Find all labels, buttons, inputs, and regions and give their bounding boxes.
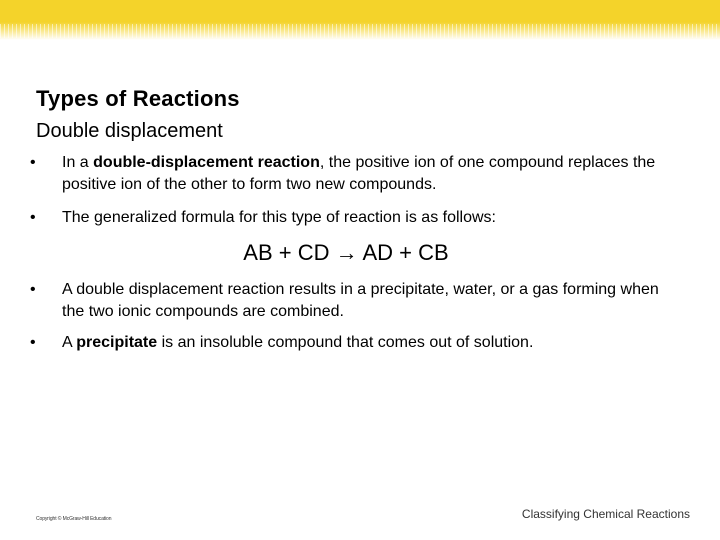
reaction-equation [0, 240, 720, 266]
bullet-text-part: A double displacement reaction results in a precipitate, water, or a gas forming when the two ionic compounds are combined. [62, 281, 659, 320]
slide-subtitle: Double displacement [36, 120, 223, 142]
bullet-term-bold: precipitate [76, 334, 158, 351]
bullet-text [62, 152, 662, 196]
bullet-text-part: is an insoluble compound that comes out of solution. [157, 334, 534, 351]
slide-title: Types of Reactions [36, 86, 240, 111]
bullet-text [62, 207, 662, 229]
bullet-text-part: In a [62, 154, 94, 171]
header-band [0, 0, 720, 40]
bullet-text-part: , the positive ion of one compound replaces the positive ion of the other to form two new compounds. [62, 154, 656, 193]
bullet-term-bold: double-displacement reaction [93, 154, 320, 171]
equation-text: AB + CD → AD + CB [243, 240, 449, 265]
bullet-text [62, 279, 662, 323]
bullet-marker: • [30, 334, 36, 351]
bullet-text-part: The generalized formula for this type of reaction is as follows: [62, 209, 496, 226]
bullet-marker: • [30, 154, 36, 171]
section-footer: Classifying Chemical Reactions [521, 507, 690, 521]
copyright-notice: Copyright © McGraw-Hill Education [36, 516, 112, 522]
bullet-marker: • [30, 281, 36, 298]
bullet-text-part: A [62, 334, 77, 351]
bullet-text [62, 332, 662, 354]
bullet-marker: • [30, 209, 36, 226]
